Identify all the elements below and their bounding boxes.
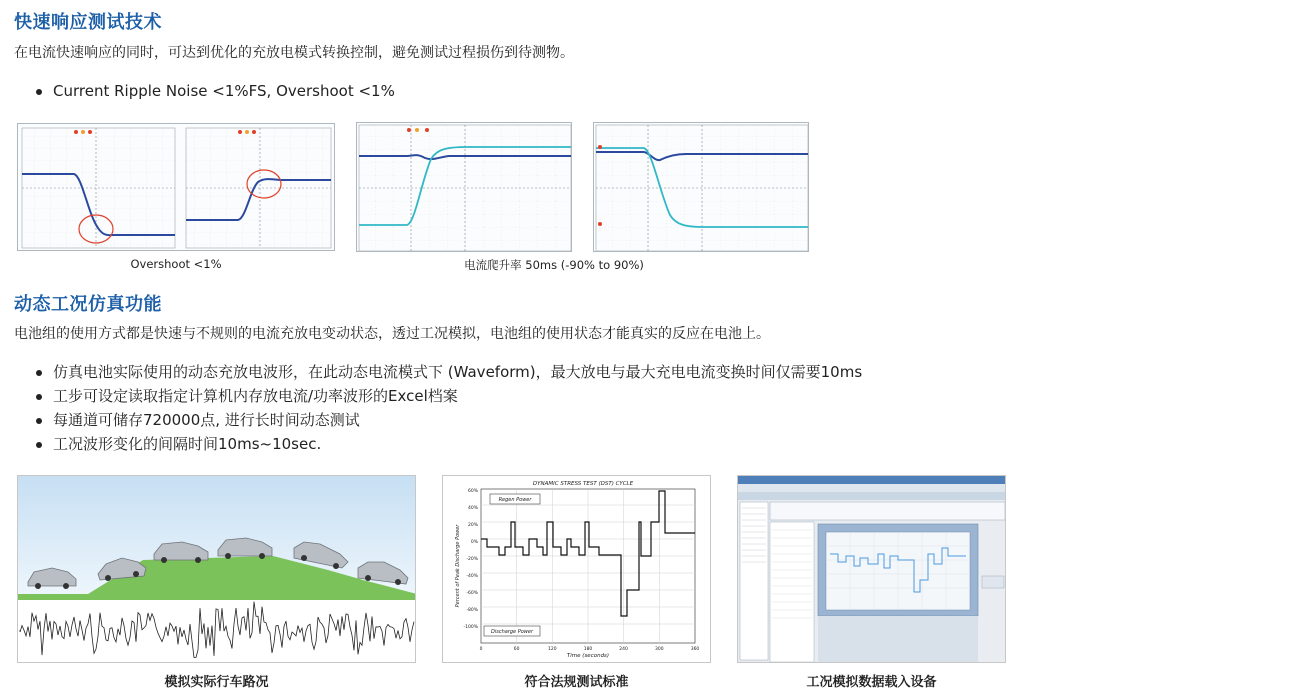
dst-xtick: 0	[479, 647, 483, 652]
dst-ytick: 20%	[467, 523, 478, 528]
dst-xlabel: Time (seconds)	[566, 653, 610, 659]
caption-software-load: 工况模拟数据载入设备	[806, 675, 937, 690]
dst-xtick: 60	[513, 647, 520, 652]
oscilloscope-fall-image	[593, 122, 809, 252]
dst-xtick: 360	[690, 647, 700, 652]
bullet-list-fast-response	[36, 79, 395, 103]
dst-chart-title: DYNAMIC STRESS TEST (DST) CYCLE	[532, 481, 634, 487]
list-item: 工步可设定读取指定计算机内存放电流/功率波形的Excel档案	[36, 384, 862, 408]
list-item: 仿真电池实际使用的动态充放电波形，在此动态电流模式下 (Waveform)，最大放电与最大充电电流变换时间仅需要10ms	[36, 360, 862, 384]
dst-xtick: 240	[619, 647, 628, 652]
dst-ytick: -80%	[466, 608, 478, 613]
dst-regen-label: Regen Power	[498, 497, 532, 503]
dst-ytick: -40%	[466, 574, 478, 579]
dst-discharge-label: Discharge Power	[490, 629, 534, 635]
oscilloscope-rise-image	[356, 122, 572, 252]
dst-ytick: 0%	[470, 540, 478, 545]
section-title-dynamic-simulation: 动态工况仿真功能	[14, 294, 162, 315]
road-simulation-image	[17, 475, 416, 663]
caption-overshoot: Overshoot <1%	[130, 257, 222, 271]
oscilloscope-overshoot-image	[17, 123, 335, 251]
dst-ylabel: Percent of Peak Discharge Power	[455, 524, 461, 608]
list-item: Current Ripple Noise <1%FS, Overshoot <1%	[36, 79, 395, 103]
caption-road-simulation: 模拟实际行车路况	[164, 675, 269, 690]
dst-cycle-chart-image	[442, 475, 711, 663]
software-screenshot-image	[737, 475, 1006, 663]
dst-xtick: 300	[655, 647, 664, 652]
dst-ytick: 40%	[467, 506, 478, 511]
dst-xtick: 180	[583, 647, 593, 652]
list-item: 每通道可储存720000点, 进行长时间动态测试	[36, 408, 862, 432]
section-description-dynamic-simulation: 电池组的使用方式都是快速与不规则的电流充放电变动状态，透过工况模拟，电池组的使用状态才能真实的反应在电池上。	[14, 326, 770, 342]
dst-ytick: 60%	[467, 489, 478, 494]
dst-xtick: 120	[548, 647, 557, 652]
caption-standard-test: 符合法规测试标准	[524, 675, 629, 690]
dst-ytick: -20%	[466, 557, 478, 562]
caption-slew-rate: 电流爬升率 50ms (-90% to 90%)	[464, 258, 644, 272]
bullet-list-dynamic-simulation	[36, 360, 862, 456]
section-description-fast-response: 在电流快速响应的同时，可达到优化的充放电模式转换控制，避免测试过程损伤到待测物。	[14, 45, 574, 61]
dst-ytick: -100%	[463, 625, 478, 630]
dst-ytick: -60%	[466, 591, 478, 596]
section-title-fast-response: 快速响应测试技术	[14, 12, 162, 33]
list-item: 工况波形变化的间隔时间10ms~10sec.	[36, 432, 862, 456]
